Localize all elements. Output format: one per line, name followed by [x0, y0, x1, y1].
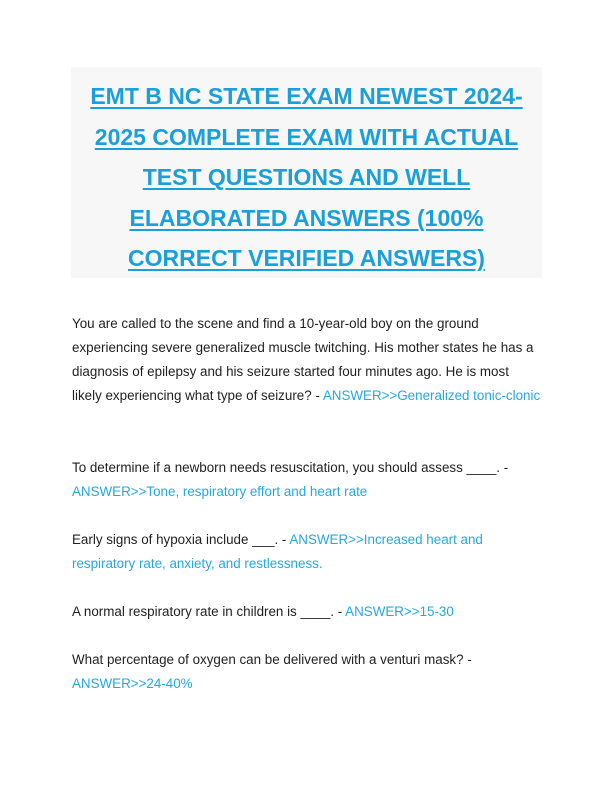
answer-text: ANSWER>>15-30 [345, 604, 454, 619]
qa-item-3 [72, 528, 542, 576]
qa-item-5 [72, 648, 542, 696]
answer-text: ANSWER>>Generalized tonic-clonic [322, 388, 541, 403]
qa-item-2 [72, 456, 542, 504]
question-text: What percentage of oxygen can be delivered with a venturi mask? - [72, 652, 472, 667]
qa-item-4 [72, 600, 542, 624]
question-text: A normal respiratory rate in children is ____. - [72, 604, 346, 619]
answer-text: ANSWER>>Tone, respiratory effort and heart rate [72, 484, 368, 499]
question-text: To determine if a newborn needs resuscitation, you should assess ____. - [72, 460, 509, 475]
qa-item-1 [72, 312, 542, 408]
answer-text: ANSWER>>Increased heart and respiratory rate, anxiety, and restlessness. [72, 532, 483, 571]
answer-text: ANSWER>>24-40% [72, 676, 193, 691]
question-text: Early signs of hypoxia include ___. - [72, 532, 290, 547]
question-text: You are called to the scene and find a 10-year-old boy on the ground experiencing severe generalized muscle twitching. His mother states he has a diagnosis of epilepsy and his seizure started four minutes ago. He is most likely experiencing what type of seizure? - [72, 316, 534, 403]
document-title[interactable]: EMT B NC STATE EXAM NEWEST 2024-2025 COMPLETE EXAM WITH ACTUAL TEST QUESTIONS AND WELL ELABORATED ANSWERS (100% CORRECT VERIFIED ANSWERS) [90, 83, 523, 271]
title-box [71, 67, 542, 278]
